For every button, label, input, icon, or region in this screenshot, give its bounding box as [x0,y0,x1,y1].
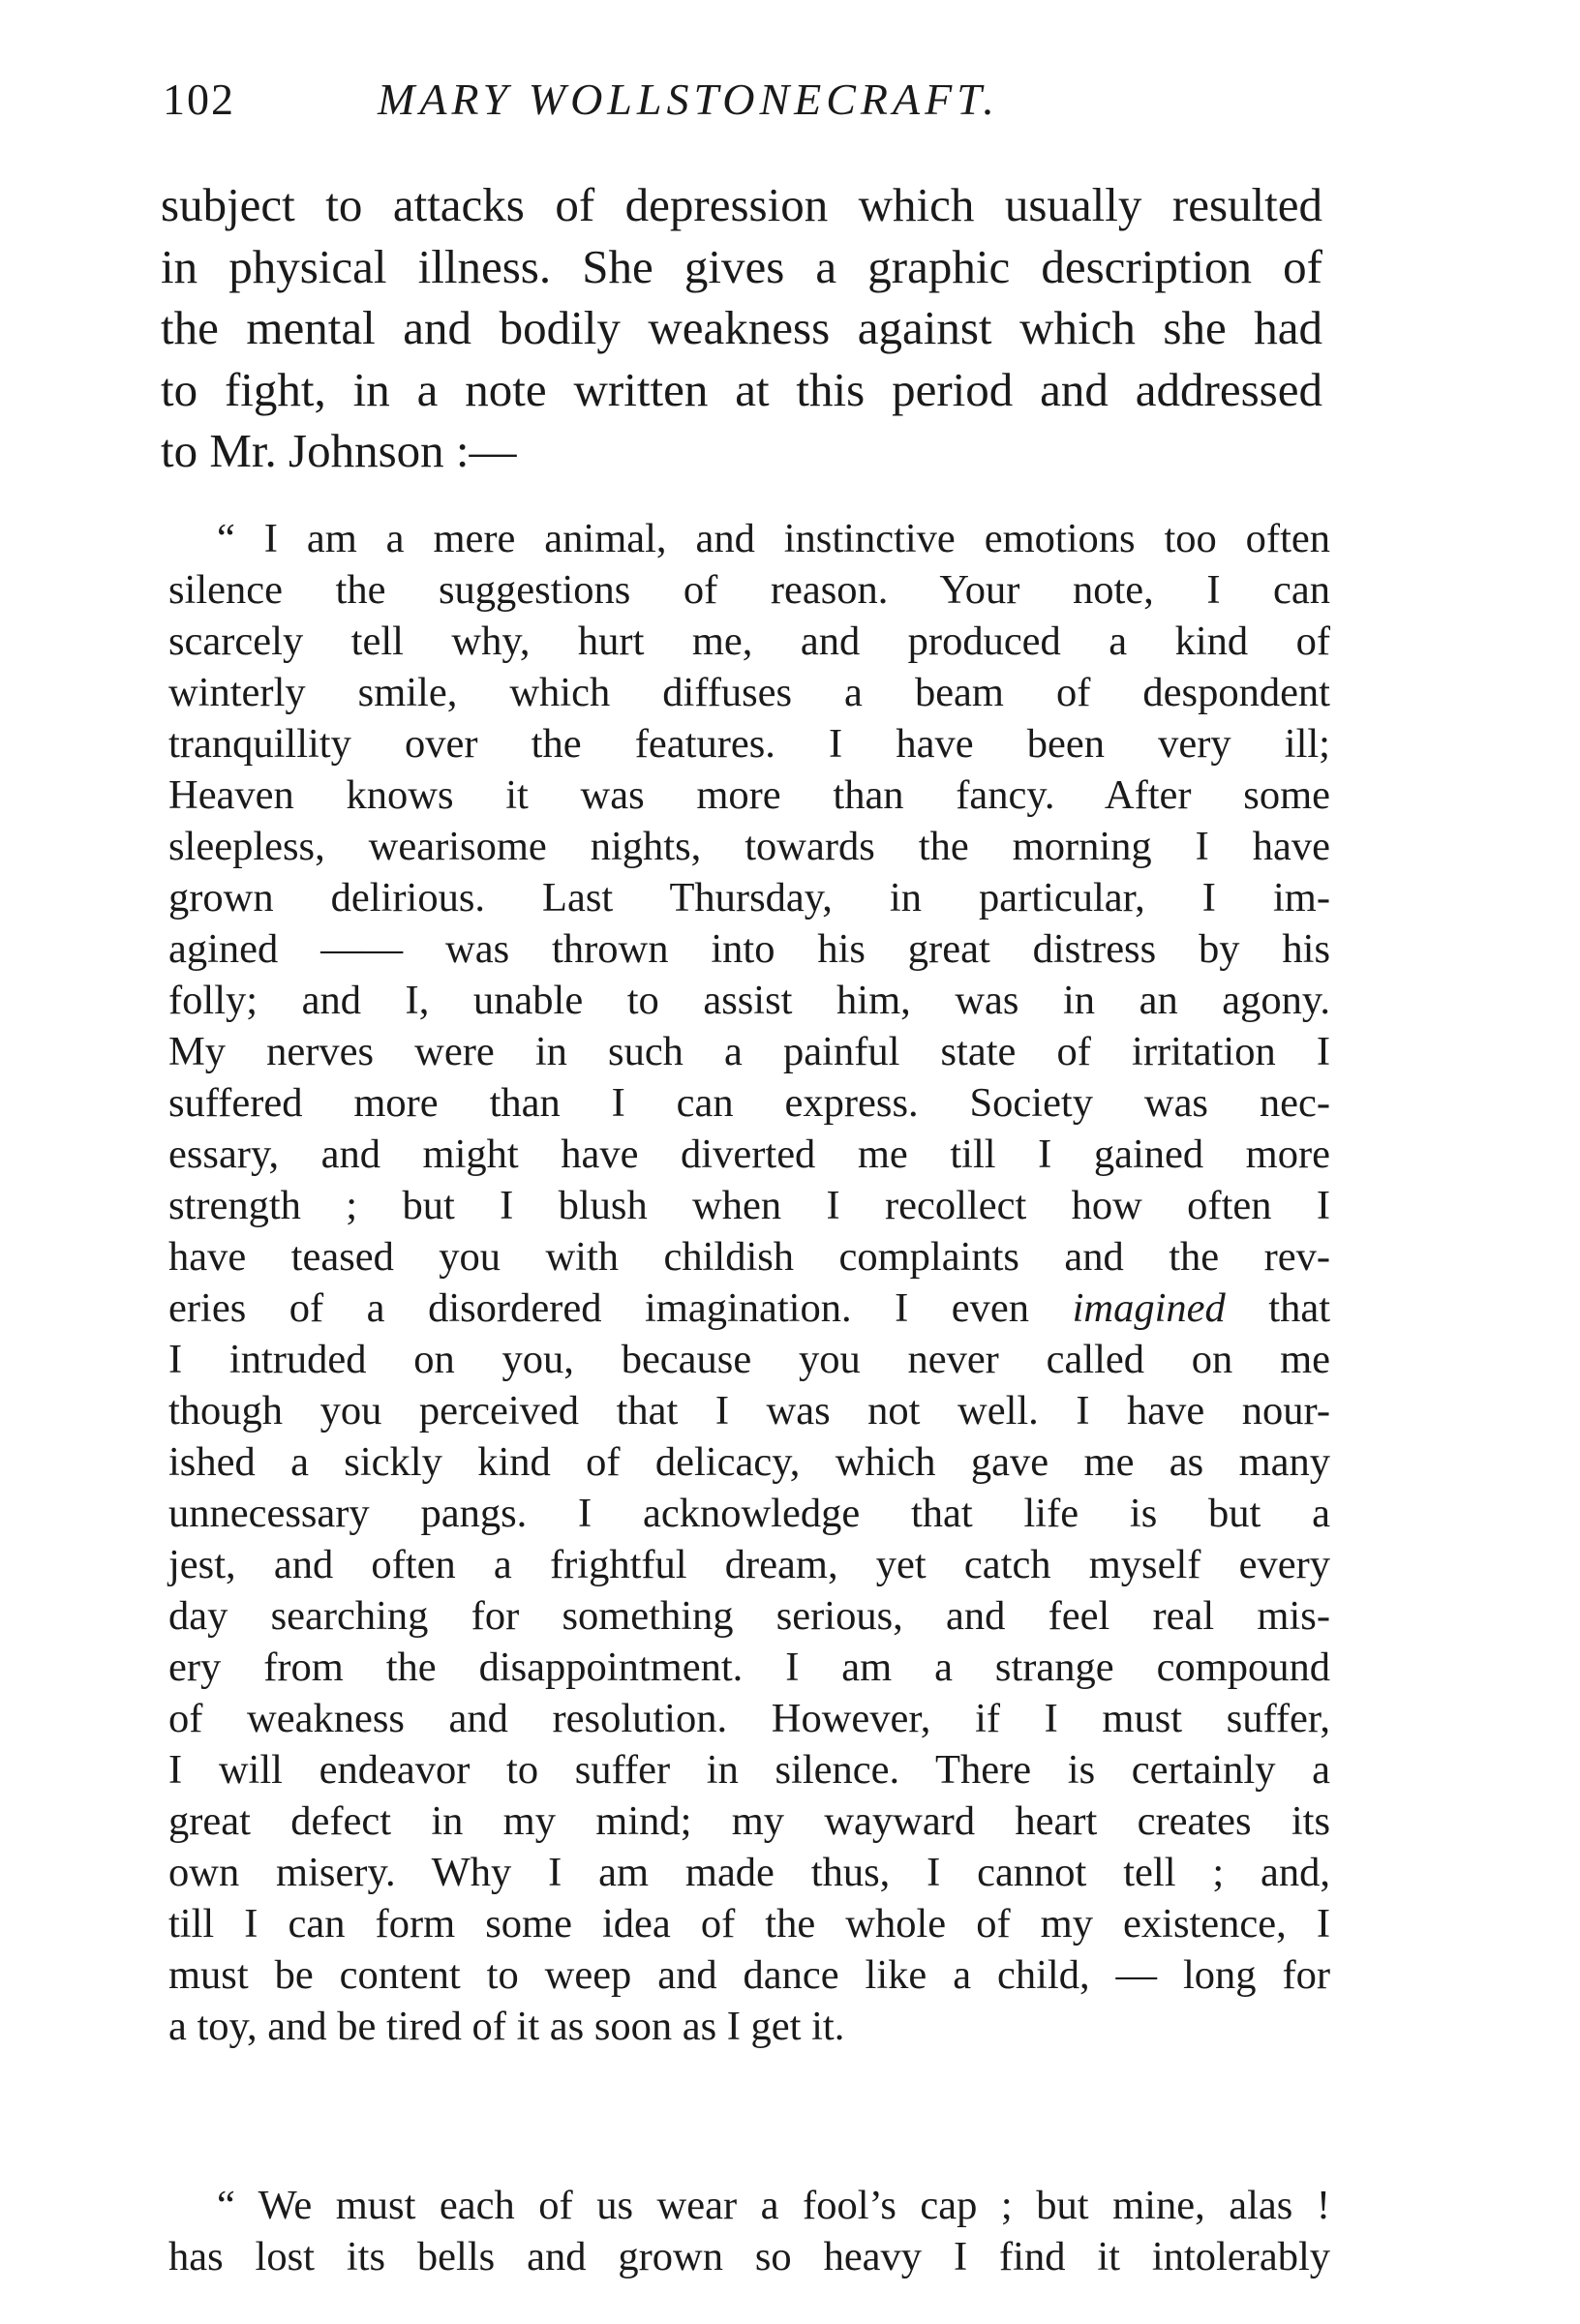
letter-quote [168,513,1330,2052]
text-line: to Mr. Johnson :— [161,424,517,477]
quote-line: “ I am a mere animal, and instinctive emotions too often [217,516,1330,561]
quote-line: must be content to weep and dance like a child, — long for [168,1952,1330,1998]
page-number: 102 [163,75,235,124]
quote-line: have teased you with childish complaints and the rev- [168,1234,1330,1280]
quote-text: eries of a disordered imagination. I even [168,1285,1030,1331]
quote-text: that [1268,1285,1331,1331]
quote-line: scarcely tell why, hurt me, and produced a kind of [168,619,1330,664]
quote-line: I will endeavor to suffer in silence. There is certainly a [168,1747,1330,1793]
quote-line: grown delirious. Last Thursday, in particular, I im- [168,875,1330,921]
quote-line: sleepless, wearisome nights, towards the morning I have [168,824,1330,869]
quote-line: a toy, and be tired of it as soon as I get it. [168,2004,845,2049]
quote-line: folly; and I, unable to assist him, was in an agony. [168,978,1330,1023]
quote-line: own misery. Why I am made thus, I cannot tell ; and, [168,1850,1330,1895]
text-line: in physical illness. She gives a graphic description of [161,239,1322,293]
quote-line: “ We must each of us wear a fool’s cap ; but mine, alas ! [217,2183,1330,2228]
running-head [163,74,1363,141]
quote-line: jest, and often a frightful dream, yet catch myself every [168,1542,1330,1587]
quote-line: ished a sickly kind of delicacy, which gave me as many [168,1439,1330,1485]
quote-line: suffered more than I can express. Society was nec- [168,1080,1330,1126]
quote-line-mixed [168,1283,1330,1334]
quote-line: of weakness and resolution. However, if I must suffer, [168,1696,1330,1741]
quote-line: I intruded on you, because you never called on me [168,1337,1330,1382]
text-line: the mental and bodily weakness against which she had [161,301,1322,354]
quote-line: till I can form some idea of the whole of my existence, I [168,1901,1330,1947]
intro-paragraph [161,174,1322,482]
quote-line: silence the suggestions of reason. Your note, I can [168,567,1330,613]
quote-line: unnecessary pangs. I acknowledge that life is but a [168,1491,1330,1536]
quote-line: essary, and might have diverted me till I gained more [168,1132,1330,1177]
italic-word: imagined [1072,1285,1226,1331]
quote-line: My nerves were in such a painful state of irritation I [168,1029,1330,1074]
quote-line: though you perceived that I was not well. I have nour- [168,1388,1330,1434]
quote-line: ery from the disappointment. I am a strange compound [168,1645,1330,1690]
quote-line: tranquillity over the features. I have been very ill; [168,721,1330,767]
quote-line: day searching for something serious, and feel real mis- [168,1593,1330,1639]
quote-line: agined —— was thrown into his great distress by his [168,926,1330,972]
text-line: subject to attacks of depression which usually resulted [161,178,1322,231]
running-title: MARY WOLLSTONECRAFT. [378,75,999,124]
quote-line: has lost its bells and grown so heavy I find it intolerably [168,2234,1330,2279]
quote-line: Heaven knows it was more than fancy. After some [168,772,1330,818]
quote-line: winterly smile, which diffuses a beam of despondent [168,670,1330,715]
text-line: to fight, in a note written at this period and addressed [161,362,1322,416]
quote-line: strength ; but I blush when I recollect how often I [168,1183,1330,1228]
quote-line: great defect in my mind; my wayward heart creates its [168,1798,1330,1844]
letter-quote-continued [168,2180,1330,2282]
